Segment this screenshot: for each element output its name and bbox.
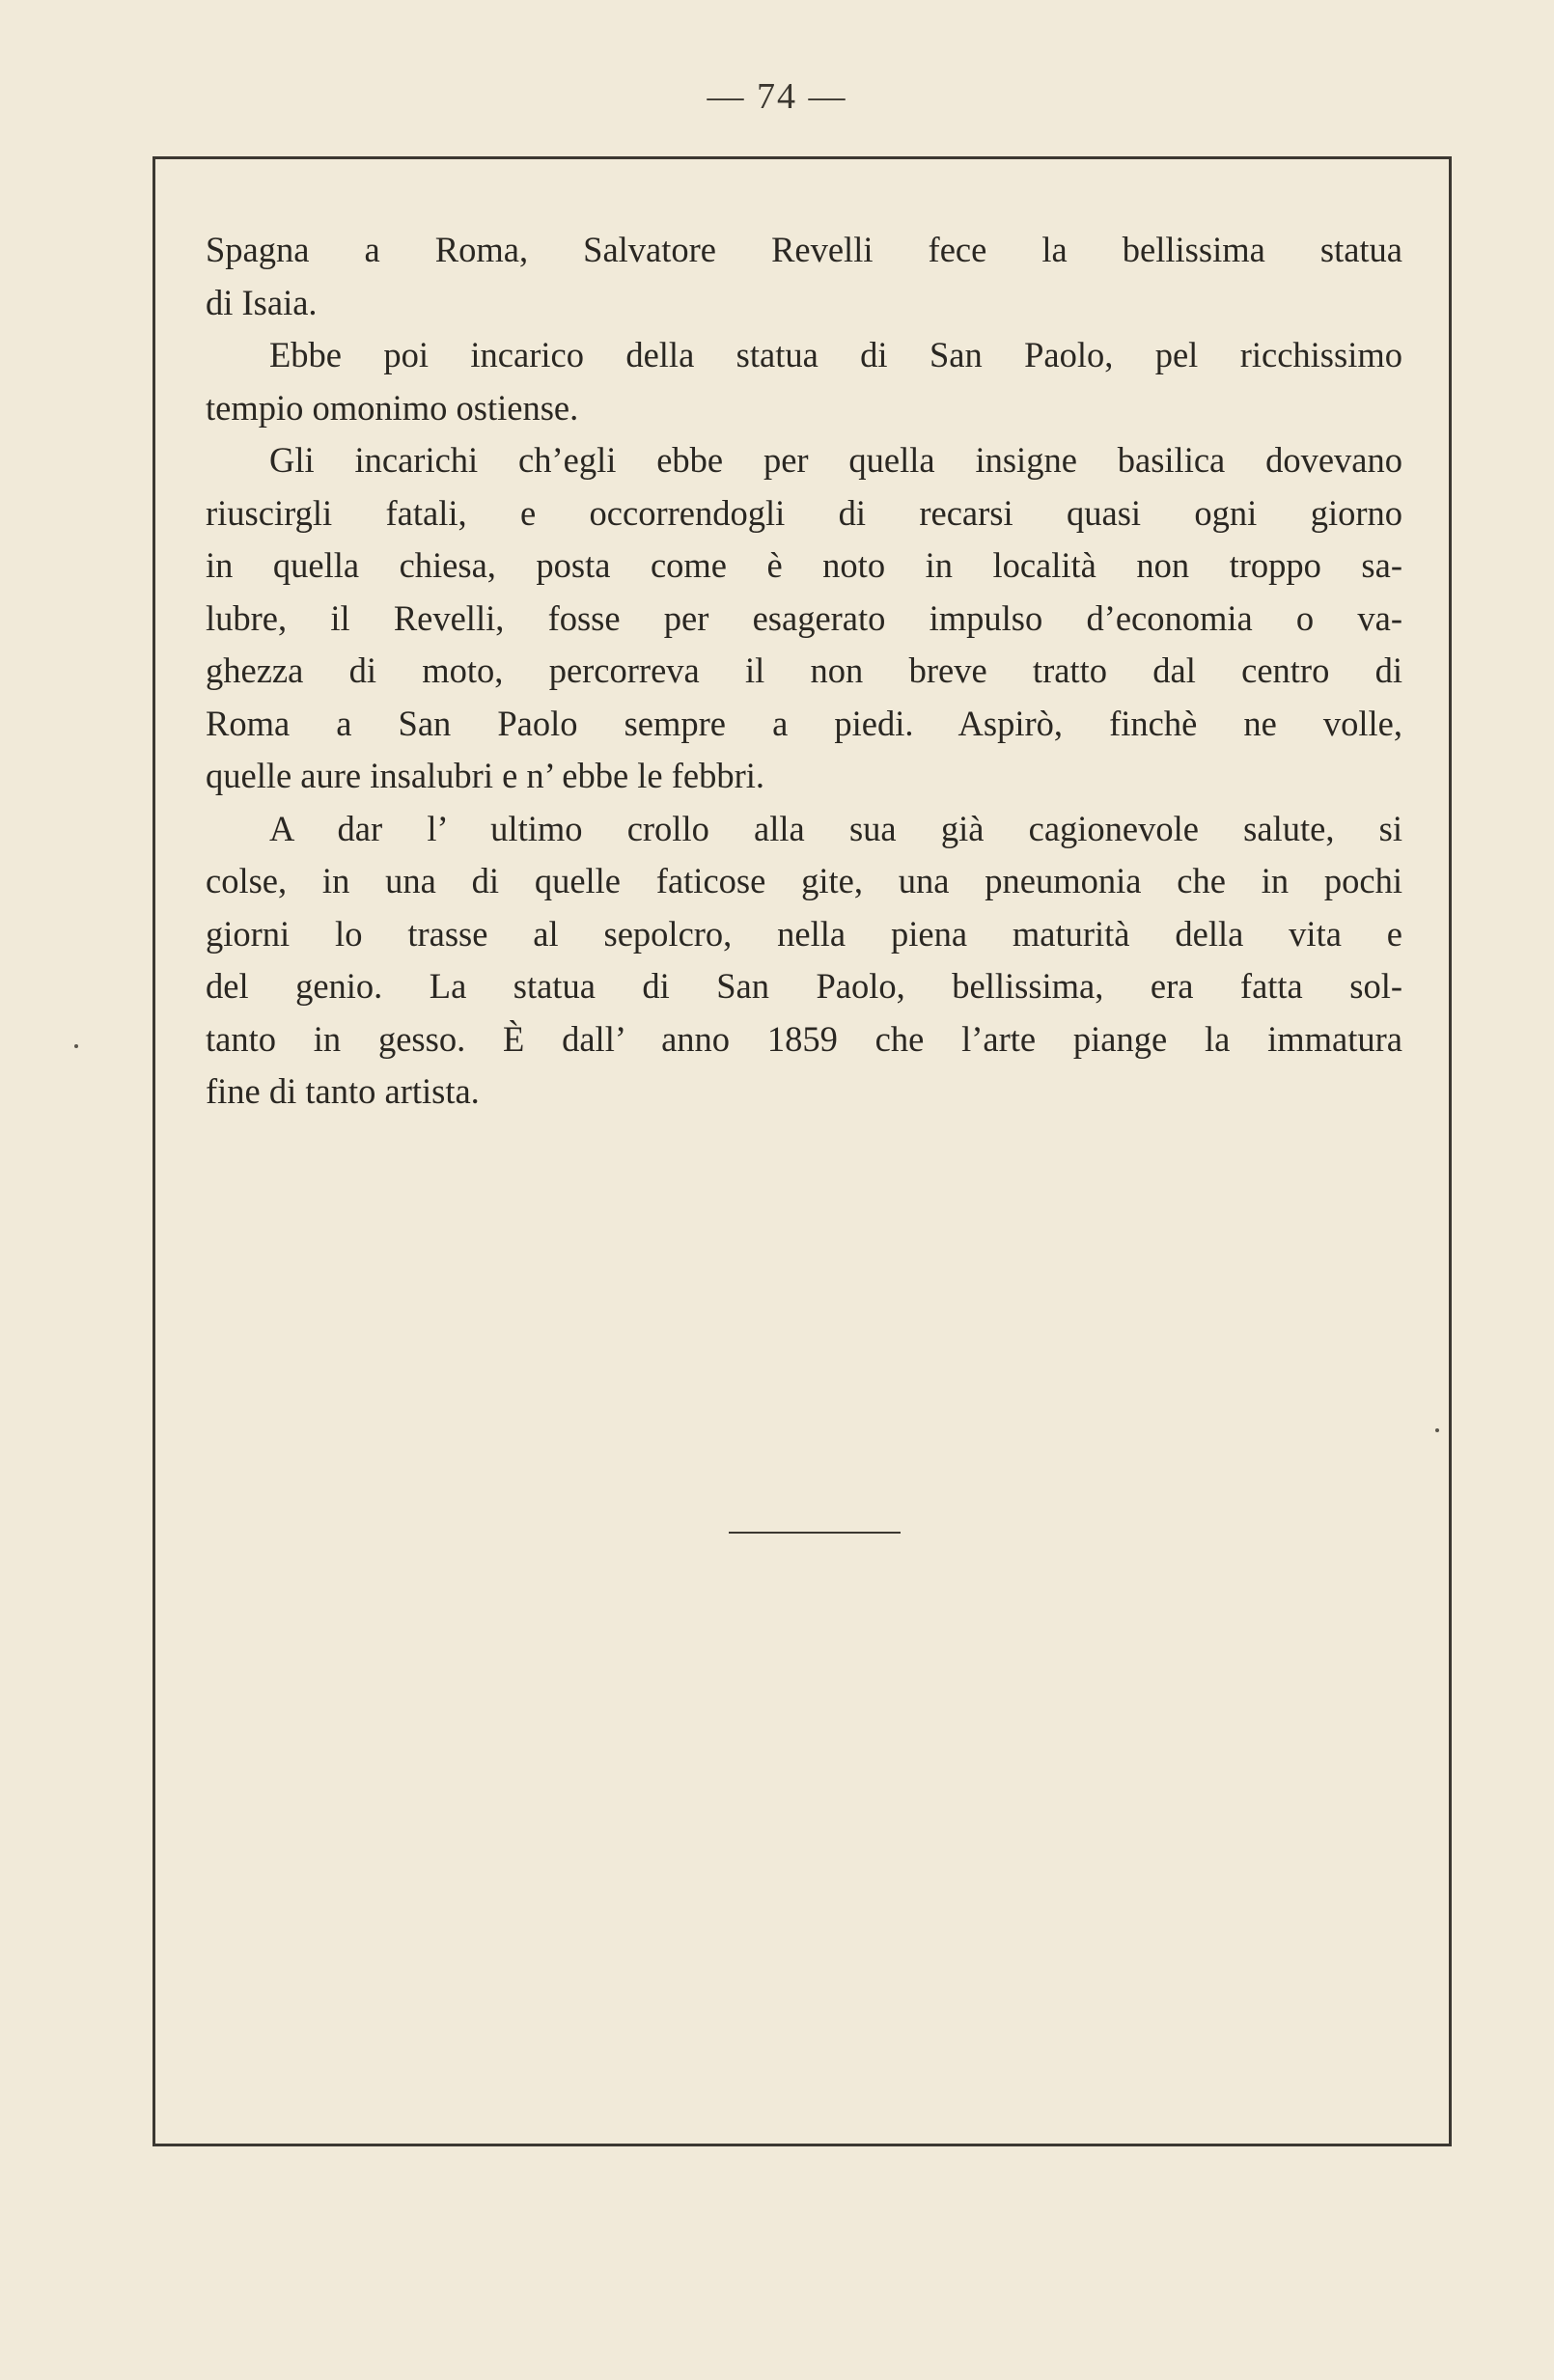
text-line: Roma a San Paolo sempre a piedi. Aspirò, finchè ne volle,: [206, 703, 1402, 743]
text-line: riuscirgli fatali, e occorrendogli di recarsi quasi ogni giorno: [206, 492, 1402, 533]
text-line: in quella chiesa, posta come è noto in località non troppo sa-: [206, 545, 1402, 585]
print-speck: [1435, 1428, 1439, 1432]
text-line: di Isaia.: [206, 282, 318, 322]
text-line: tanto in gesso. È dall’ anno 1859 che l’arte piange la immatura: [206, 1018, 1402, 1059]
text-line: Ebbe poi incarico della statua di San Paolo, pel ricchissimo: [269, 335, 1402, 374]
text-line: Gli incarichi ch’egli ebbe per quella insigne basilica dovevano: [269, 440, 1402, 480]
page-number: — 74 —: [707, 76, 847, 117]
body-text: [206, 224, 1402, 1119]
text-line: ghezza di moto, percorreva il non breve tratto dal centro di: [206, 650, 1402, 690]
text-line: colse, in una di quelle faticose gite, una pneumonia che in pochi: [206, 861, 1402, 900]
print-speck: [74, 1044, 78, 1048]
text-line: lubre, il Revelli, fosse per esagerato impulso d’economia o va-: [206, 597, 1402, 638]
text-line: A dar l’ ultimo crollo alla sua già cagionevole salute, si: [269, 808, 1402, 848]
text-line: fine di tanto artista.: [206, 1071, 480, 1111]
text-line: del genio. La statua di San Paolo, bellissima, era fatta sol-: [206, 966, 1402, 1006]
text-line: quelle aure insalubri e n’ ebbe le febbri.: [206, 756, 765, 795]
section-divider: [729, 1532, 901, 1534]
text-line: Spagna a Roma, Salvatore Revelli fece la bellissima statua: [206, 230, 1402, 269]
text-line: tempio omonimo ostiense.: [206, 387, 579, 428]
text-line: giorni lo trasse al sepolcro, nella piena maturità della vita e: [206, 913, 1402, 954]
